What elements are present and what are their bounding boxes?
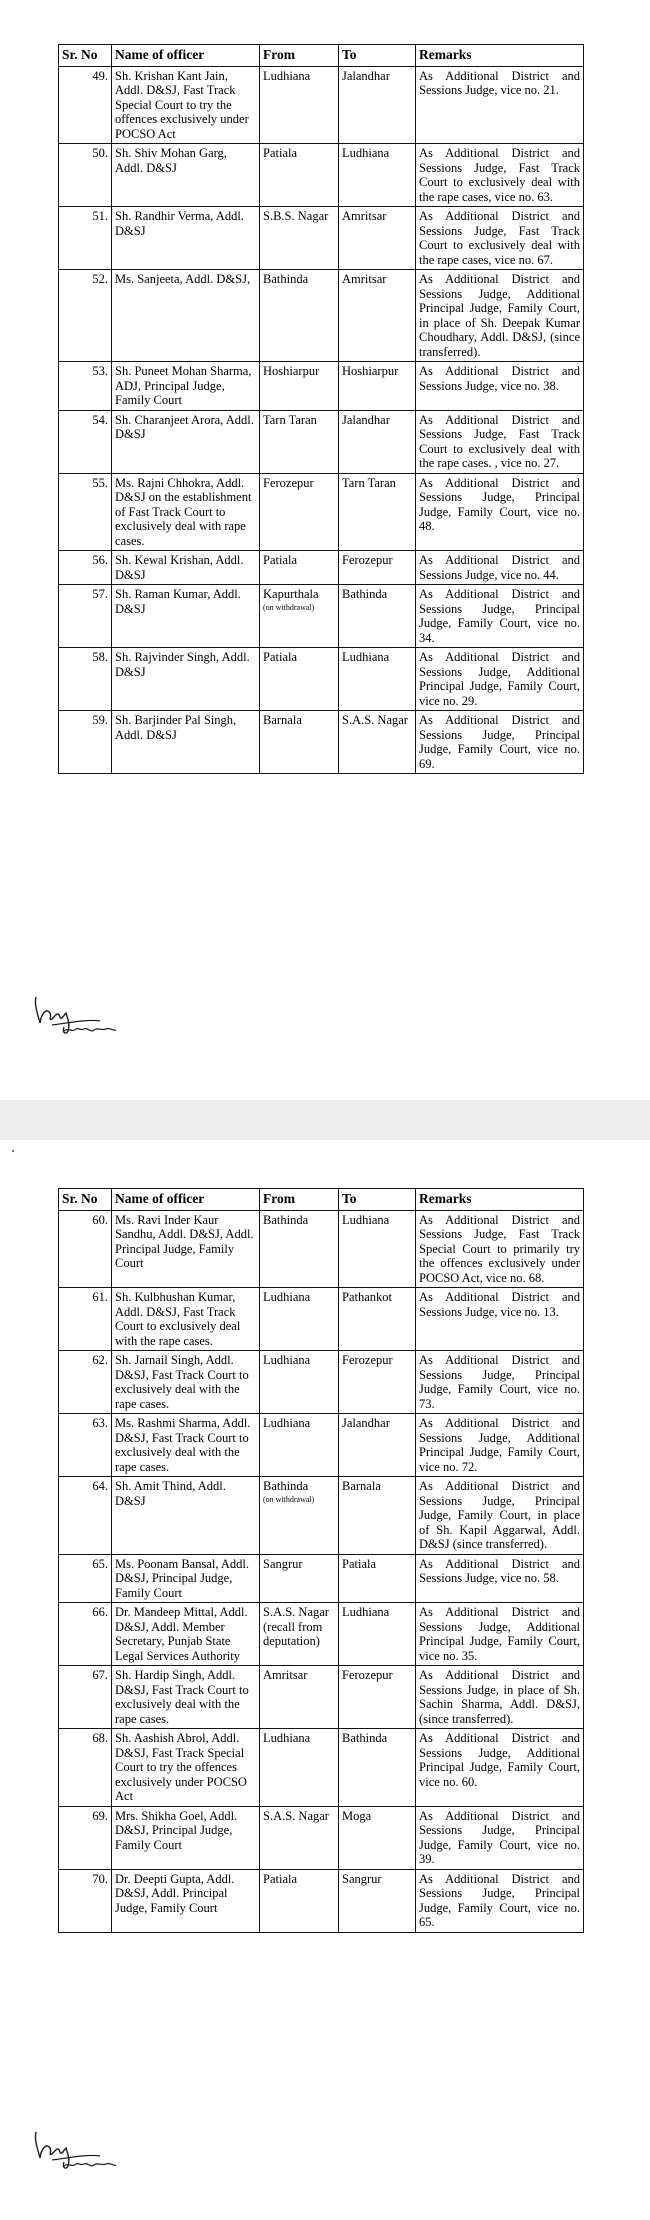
cell-remarks-text: As Additional District and Sessions Judge, Principal Judge, Family Court, vice no. 48. — [419, 475, 580, 533]
document-page-2 — [0, 1140, 650, 2220]
table-header-row — [59, 1189, 584, 1211]
cell-officer-name-text: Sh. Shiv Mohan Garg, Addl. D&SJ — [115, 146, 227, 175]
cell-from-text: Tarn Taran — [263, 412, 317, 427]
cell-from — [260, 144, 339, 207]
table-row — [59, 585, 584, 648]
cell-remarks — [416, 66, 584, 144]
table-row — [59, 144, 584, 207]
table-row — [59, 648, 584, 711]
cell-officer-name-text: Sh. Kewal Krishan, Addl. D&SJ — [115, 553, 244, 582]
table-row — [59, 551, 584, 585]
header-to: To — [339, 1189, 416, 1211]
table-body-page-1 — [59, 66, 584, 774]
table-row — [59, 1603, 584, 1666]
cell-remarks-text: As Additional District and Sessions Judge, Principal Judge, Family Court, vice no. 65. — [419, 1871, 580, 1929]
cell-to — [339, 1477, 416, 1555]
cell-officer-name-text: Sh. Kulbhushan Kumar, Addl. D&SJ, Fast Track Court to exclusively deal with the rape cases. — [115, 1290, 241, 1348]
cell-officer-name — [112, 1414, 260, 1477]
cell-sr-no — [59, 1729, 112, 1807]
cell-officer-name-text: Ms. Poonam Bansal, Addl. D&SJ, Principal Judge, Family Court — [115, 1556, 250, 1600]
table-row — [59, 362, 584, 411]
cell-remarks — [416, 1351, 584, 1414]
cell-from — [260, 1729, 339, 1807]
cell-to-text: Tarn Taran — [342, 475, 396, 490]
cell-to-text: Ludhiana — [342, 650, 390, 664]
cell-from-text: Hoshiarpur — [263, 364, 320, 378]
cell-sr-no-text: 67. — [92, 1668, 108, 1682]
cell-sr-no-text: 69. — [92, 1808, 108, 1823]
table-row — [59, 410, 584, 473]
cell-to — [339, 711, 416, 774]
header-to: To — [339, 45, 416, 67]
table-row — [59, 1288, 584, 1351]
table-row — [59, 473, 584, 551]
cell-sr-no — [59, 207, 112, 270]
cell-officer-name — [112, 1288, 260, 1351]
table-row — [59, 1210, 584, 1288]
cell-remarks — [416, 362, 584, 411]
header-sr-no: Sr. No — [59, 45, 112, 67]
cell-to — [339, 1869, 416, 1932]
cell-sr-no-text: 61. — [92, 1290, 108, 1304]
cell-officer-name — [112, 648, 260, 711]
cell-remarks-text: As Additional District and Sessions Judge, Principal Judge, Family Court, vice no. 39. — [419, 1808, 580, 1866]
cell-to — [339, 1729, 416, 1807]
cell-from-text: Patiala — [263, 553, 298, 567]
cell-to-text: Hoshiarpur — [342, 364, 399, 378]
table-header-row — [59, 45, 584, 67]
cell-sr-no — [59, 585, 112, 648]
cell-officer-name-text: Dr. Deepti Gupta, Addl. D&SJ, Addl. Principal Judge, Family Court — [115, 1871, 235, 1915]
header-remarks: Remarks — [416, 45, 584, 67]
cell-sr-no-text: 62. — [92, 1353, 108, 1367]
cell-to — [339, 410, 416, 473]
cell-sr-no-text: 60. — [92, 1212, 108, 1227]
cell-remarks — [416, 1729, 584, 1807]
cell-sr-no — [59, 1477, 112, 1555]
cell-remarks-text: As Additional District and Sessions Judge, vice no. 38. — [419, 364, 580, 393]
cell-from — [260, 362, 339, 411]
cell-from-text: S.A.S. Nagar (recall from deputation) — [263, 1605, 329, 1648]
signature-icon — [28, 985, 148, 1045]
cell-officer-name — [112, 1554, 260, 1603]
cell-to — [339, 1210, 416, 1288]
cell-from — [260, 207, 339, 270]
cell-from — [260, 66, 339, 144]
cell-officer-name-text: Sh. Randhir Verma, Addl. D&SJ — [115, 209, 244, 238]
cell-from — [260, 1869, 339, 1932]
cell-officer-name-text: Sh. Amit Thind, Addl. D&SJ — [115, 1479, 226, 1508]
cell-officer-name-text: Sh. Rajvinder Singh, Addl. D&SJ — [115, 650, 250, 679]
header-from: From — [260, 45, 339, 67]
cell-to — [339, 1414, 416, 1477]
cell-sr-no-text: 59. — [92, 713, 108, 727]
cell-officer-name — [112, 1666, 260, 1729]
cell-sr-no — [59, 1414, 112, 1477]
cell-to-text: Pathankot — [342, 1290, 392, 1304]
cell-sr-no — [59, 270, 112, 362]
cell-from — [260, 270, 339, 362]
cell-remarks — [416, 1603, 584, 1666]
cell-officer-name-text: Mrs. Shikha Goel, Addl. D&SJ, Principal Judge, Family Court — [115, 1808, 238, 1852]
cell-remarks — [416, 1554, 584, 1603]
cell-from — [260, 1554, 339, 1603]
cell-officer-name-text: Ms. Ravi Inder Kaur Sandhu, Addl. D&SJ, Addl. Principal Judge, Family Court — [115, 1212, 254, 1270]
table-row — [59, 1477, 584, 1555]
table-row — [59, 1666, 584, 1729]
cell-to — [339, 207, 416, 270]
cell-remarks-text: As Additional District and Sessions Judge, vice no. 13. — [419, 1290, 580, 1319]
cell-remarks — [416, 1666, 584, 1729]
document-page-1 — [0, 0, 650, 1100]
cell-remarks — [416, 207, 584, 270]
cell-remarks-text: As Additional District and Sessions Judge, Additional Principal Judge, Family Court, vice no. 72. — [419, 1416, 580, 1474]
cell-from — [260, 585, 339, 648]
table-row — [59, 1869, 584, 1932]
cell-sr-no-text: 64. — [92, 1479, 108, 1493]
cell-officer-name — [112, 1351, 260, 1414]
cell-sr-no-text: 52. — [92, 272, 108, 286]
cell-officer-name — [112, 1477, 260, 1555]
cell-remarks-text: As Additional District and Sessions Judge, vice no. 44. — [419, 553, 580, 582]
cell-sr-no-text: 56. — [92, 553, 108, 567]
cell-remarks — [416, 585, 584, 648]
cell-to — [339, 1603, 416, 1666]
cell-officer-name — [112, 585, 260, 648]
cell-remarks-text: As Additional District and Sessions Judge, Fast Track Court to exclusively deal with the rape cases, vice no. 63. — [419, 146, 580, 204]
cell-to-text: Jalandhar — [342, 412, 390, 427]
cell-from — [260, 1351, 339, 1414]
table-row — [59, 207, 584, 270]
cell-officer-name-text: Ms. Rashmi Sharma, Addl. D&SJ, Fast Track Court to exclusively deal with the rape cases. — [115, 1416, 251, 1474]
cell-to-text: Ludhiana — [342, 146, 390, 160]
cell-to — [339, 585, 416, 648]
cell-remarks — [416, 410, 584, 473]
cell-from-text: Ferozepur — [263, 475, 314, 490]
cell-sr-no — [59, 362, 112, 411]
cell-remarks — [416, 648, 584, 711]
cell-to-text: Amritsar — [342, 272, 387, 286]
header-name-of-officer: Name of officer — [112, 1189, 260, 1211]
cell-sr-no — [59, 473, 112, 551]
cell-to-text: Moga — [342, 1808, 372, 1823]
cell-remarks-text: As Additional District and Sessions Judge, Fast Track Court to exclusively deal with the rape cases, vice no. 67. — [419, 209, 580, 267]
cell-sr-no-text: 68. — [92, 1731, 108, 1745]
cell-sr-no-text: 51. — [92, 209, 108, 223]
cell-from-text: Bathinda — [263, 1212, 309, 1227]
header-from: From — [260, 1189, 339, 1211]
cell-sr-no — [59, 1603, 112, 1666]
cell-from-text: Ludhiana — [263, 1290, 311, 1304]
cell-to-text: S.A.S. Nagar — [342, 713, 408, 727]
cell-from-text: Ludhiana — [263, 1731, 311, 1745]
cell-from — [260, 1477, 339, 1555]
cell-officer-name — [112, 1806, 260, 1869]
cell-to — [339, 1666, 416, 1729]
cell-to — [339, 1554, 416, 1603]
cell-officer-name-text: Sh. Krishan Kant Jain, Addl. D&SJ, Fast Track Special Court to try the offences exclusively under POCSO Act — [115, 68, 249, 141]
cell-from — [260, 1210, 339, 1288]
cell-officer-name — [112, 66, 260, 144]
cell-to — [339, 1806, 416, 1869]
cell-officer-name-text: Dr. Mandeep Mittal, Addl. D&SJ, Addl. Member Secretary, Punjab State Legal Services Authority — [115, 1605, 248, 1663]
cell-from — [260, 473, 339, 551]
cell-officer-name — [112, 711, 260, 774]
header-sr-no: Sr. No — [59, 1189, 112, 1211]
cell-remarks — [416, 1806, 584, 1869]
table-row — [59, 1729, 584, 1807]
cell-sr-no — [59, 144, 112, 207]
cell-remarks — [416, 1477, 584, 1555]
table-body-page-2 — [59, 1210, 584, 1932]
cell-to-text: Ferozepur — [342, 1668, 393, 1682]
cell-to-text: Ferozepur — [342, 553, 393, 567]
cell-to — [339, 66, 416, 144]
cell-from-text: S.A.S. Nagar — [263, 1808, 329, 1823]
cell-officer-name-text: Sh. Raman Kumar, Addl. D&SJ — [115, 587, 241, 616]
cell-sr-no-text: 70. — [92, 1871, 108, 1886]
cell-from — [260, 648, 339, 711]
transfer-table-page-2 — [58, 1188, 584, 1933]
table-row — [59, 1806, 584, 1869]
cell-officer-name — [112, 1210, 260, 1288]
cell-officer-name-text: Sh. Aashish Abrol, Addl. D&SJ, Fast Track Special Court to try the offences exclusively under POCSO Act — [115, 1731, 247, 1803]
transfer-table-page-1 — [58, 44, 584, 774]
cell-remarks — [416, 1210, 584, 1288]
cell-remarks-text: As Additional District and Sessions Judge, Principal Judge, Family Court, in place of Sh. Kapil Aggarwal, Addl. D&SJ (since transferred). — [419, 1479, 580, 1551]
cell-from — [260, 410, 339, 473]
cell-officer-name — [112, 362, 260, 411]
cell-to — [339, 362, 416, 411]
table-row — [59, 66, 584, 144]
cell-officer-name-text: Sh. Charanjeet Arora, Addl. D&SJ — [115, 412, 254, 441]
table-row — [59, 711, 584, 774]
cell-from-text: Bathinda — [263, 272, 309, 286]
cell-officer-name-text: Ms. Rajni Chhokra, Addl. D&SJ on the establishment of Fast Track Court to exclusively deal with rape cases. — [115, 475, 252, 548]
cell-from-text: Amritsar — [263, 1668, 308, 1682]
cell-to-text: Jalandhar — [342, 68, 390, 83]
cell-remarks — [416, 551, 584, 585]
cell-to-text: Bathinda — [342, 587, 388, 601]
header-name-of-officer: Name of officer — [112, 45, 260, 67]
cell-officer-name — [112, 410, 260, 473]
cell-officer-name — [112, 473, 260, 551]
cell-to — [339, 648, 416, 711]
cell-remarks — [416, 1288, 584, 1351]
cell-remarks — [416, 711, 584, 774]
cell-from-text: Bathinda — [263, 1479, 309, 1493]
cell-sr-no — [59, 1666, 112, 1729]
cell-sr-no — [59, 1288, 112, 1351]
table-row — [59, 1351, 584, 1414]
cell-officer-name — [112, 1603, 260, 1666]
cell-to-text: Jalandhar — [342, 1416, 390, 1430]
cell-from-text: Sangrur — [263, 1556, 303, 1571]
cell-remarks-text: As Additional District and Sessions Judge, Principal Judge, Family Court, vice no. 69. — [419, 713, 580, 771]
cell-from — [260, 1288, 339, 1351]
cell-to — [339, 270, 416, 362]
cell-officer-name-text: Sh. Jarnail Singh, Addl. D&SJ, Fast Track Court to exclusively deal with the rape cases. — [115, 1353, 249, 1411]
cell-sr-no-text: 57. — [92, 587, 108, 601]
cell-remarks-text: As Additional District and Sessions Judge, Principal Judge, Family Court, vice no. 73. — [419, 1353, 580, 1411]
cell-remarks-text: As Additional District and Sessions Judge, Additional Principal Judge, Family Court, in place of Sh. Deepak Kumar Choudhary, Addl. D&SJ, (since transferred). — [419, 272, 580, 359]
cell-sr-no — [59, 1869, 112, 1932]
cell-officer-name — [112, 144, 260, 207]
cell-sr-no — [59, 551, 112, 585]
signature-icon — [28, 2120, 148, 2180]
cell-from-note: (on withdrawal) — [263, 1494, 315, 1504]
cell-from — [260, 1666, 339, 1729]
cell-officer-name — [112, 270, 260, 362]
cell-to — [339, 551, 416, 585]
page-separator — [0, 1100, 650, 1140]
cell-sr-no — [59, 648, 112, 711]
cell-to-text: Ludhiana — [342, 1212, 390, 1227]
cell-from — [260, 551, 339, 585]
cell-from-text: Kapurthala — [263, 587, 319, 601]
cell-remarks-text: As Additional District and Sessions Judge, Additional Principal Judge, Family Court, vice no. 60. — [419, 1731, 580, 1789]
cell-from-text: Barnala — [263, 713, 302, 727]
cell-remarks-text: As Additional District and Sessions Judge, in place of Sh. Sachin Sharma, Addl. D&SJ, (since transferred). — [419, 1668, 580, 1726]
cell-sr-no-text: 66. — [92, 1605, 108, 1619]
header-remarks: Remarks — [416, 1189, 584, 1211]
cell-sr-no-text: 53. — [92, 364, 108, 378]
cell-officer-name-text: Sh. Puneet Mohan Sharma, ADJ, Principal Judge, Family Court — [115, 364, 252, 407]
cell-officer-name-text: Ms. Sanjeeta, Addl. D&SJ, — [115, 272, 251, 286]
cell-remarks — [416, 1414, 584, 1477]
cell-from — [260, 1603, 339, 1666]
cell-from-text: Ludhiana — [263, 1416, 311, 1430]
cell-from-text: Patiala — [263, 650, 298, 664]
cell-to-text: Bathinda — [342, 1731, 388, 1745]
cell-to-text: Patiala — [342, 1556, 377, 1571]
cell-remarks — [416, 473, 584, 551]
cell-sr-no — [59, 1351, 112, 1414]
cell-to-text: Ferozepur — [342, 1353, 393, 1367]
cell-officer-name — [112, 207, 260, 270]
cell-to-text: Amritsar — [342, 209, 387, 223]
cell-remarks-text: As Additional District and Sessions Judge, Fast Track Special Court to primarily try the offences exclusively under POCSO Act, vice no. 68. — [419, 1212, 580, 1285]
cell-remarks-text: As Additional District and Sessions Judge, Principal Judge, Family Court, vice no. 34. — [419, 587, 580, 645]
handwritten-signature — [28, 985, 148, 1045]
cell-to — [339, 1288, 416, 1351]
cell-from — [260, 711, 339, 774]
cell-remarks-text: As Additional District and Sessions Judge, Additional Principal Judge, Family Court, vice no. 35. — [419, 1605, 580, 1663]
cell-sr-no — [59, 711, 112, 774]
cell-to — [339, 1351, 416, 1414]
cell-sr-no-text: 50. — [92, 146, 108, 160]
table-row — [59, 270, 584, 362]
cell-remarks-text: As Additional District and Sessions Judge, Additional Principal Judge, Family Court, vice no. 29. — [419, 650, 580, 708]
cell-to-text: Barnala — [342, 1479, 381, 1493]
cell-remarks-text: As Additional District and Sessions Judge, vice no. 58. — [419, 1556, 580, 1585]
cell-from-text: Patiala — [263, 146, 298, 160]
cell-sr-no — [59, 410, 112, 473]
cell-remarks-text: As Additional District and Sessions Judge, vice no. 21. — [419, 68, 580, 97]
cell-from — [260, 1414, 339, 1477]
cell-sr-no — [59, 66, 112, 144]
cell-officer-name — [112, 1729, 260, 1807]
cell-remarks — [416, 1869, 584, 1932]
cell-from-text: Patiala — [263, 1871, 298, 1886]
cell-remarks-text: As Additional District and Sessions Judge, Fast Track Court to exclusively deal with the rape cases. , vice no. 27. — [419, 412, 580, 470]
speck-mark — [12, 1150, 14, 1152]
cell-officer-name-text: Sh. Barjinder Pal Singh, Addl. D&SJ — [115, 713, 237, 742]
cell-sr-no-text: 65. — [92, 1556, 108, 1571]
cell-from-text: S.B.S. Nagar — [263, 209, 329, 223]
table-row — [59, 1554, 584, 1603]
cell-to — [339, 473, 416, 551]
cell-remarks — [416, 270, 584, 362]
cell-from-note: (on withdrawal) — [263, 602, 315, 612]
cell-sr-no-text: 54. — [92, 412, 108, 427]
cell-officer-name — [112, 1869, 260, 1932]
handwritten-signature — [28, 2120, 148, 2180]
cell-sr-no-text: 49. — [92, 68, 108, 83]
cell-remarks — [416, 144, 584, 207]
cell-to-text: Sangrur — [342, 1871, 382, 1886]
cell-sr-no — [59, 1554, 112, 1603]
cell-to — [339, 144, 416, 207]
table-row — [59, 1414, 584, 1477]
cell-sr-no-text: 55. — [92, 475, 108, 490]
cell-officer-name-text: Sh. Hardip Singh, Addl. D&SJ, Fast Track Court to exclusively deal with the rape cases. — [115, 1668, 249, 1726]
cell-from-text: Ludhiana — [263, 1353, 311, 1367]
cell-sr-no-text: 63. — [92, 1416, 108, 1430]
cell-officer-name — [112, 551, 260, 585]
cell-from — [260, 1806, 339, 1869]
cell-from-text: Ludhiana — [263, 68, 311, 83]
cell-sr-no — [59, 1806, 112, 1869]
cell-to-text: Ludhiana — [342, 1605, 390, 1619]
cell-sr-no-text: 58. — [92, 650, 108, 664]
cell-sr-no — [59, 1210, 112, 1288]
